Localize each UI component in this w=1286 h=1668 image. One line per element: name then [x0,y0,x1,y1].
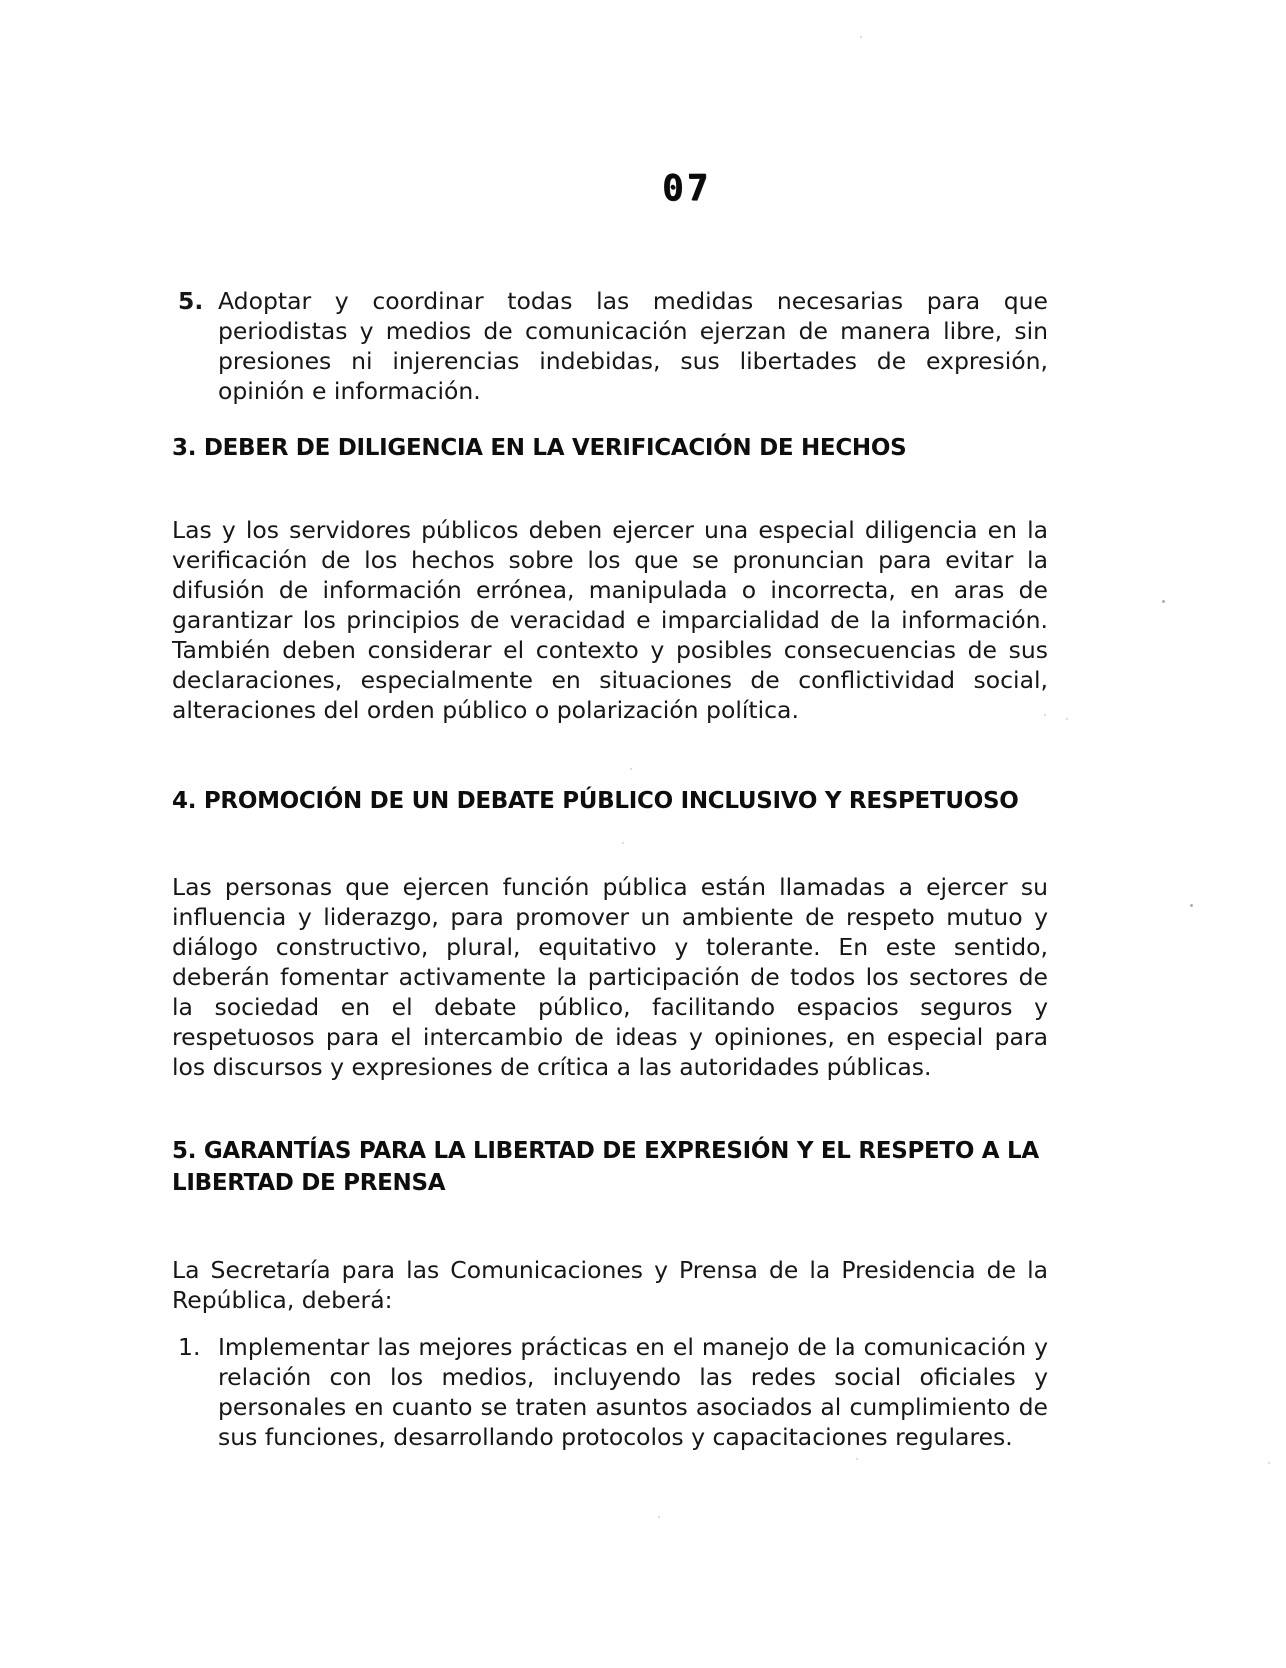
section-heading: 5. GARANTÍAS PARA LA LIBERTAD DE EXPRESIÓN Y EL RESPETO A LA LIBERTAD DE PRENSA [172,1138,1039,1196]
section-heading: 3. DEBER DE DILIGENCIA EN LA VERIFICACIÓN DE HECHOS [172,435,907,461]
list-item-text: Implementar las mejores prácticas en el manejo de la comunicación y relación con los medios, incluyendo las redes social oficiales y personales en cuanto se traten asuntos asociados al cumplimiento de sus funciones, desarrollando protocolos y capacitaciones regulares. [218,1333,1048,1451]
list-item [172,286,1048,406]
scan-speck [716,452,718,454]
scan-speck [630,768,632,770]
scan-speck [860,36,862,38]
scan-speck [1162,600,1165,603]
list-item-marker: 5. [178,287,204,315]
scan-speck [1066,718,1068,720]
scan-speck [622,842,624,844]
scan-speck [1268,1462,1270,1464]
paragraph: Las personas que ejercen función pública están llamadas a ejercer su influencia y liderazgo, para promover un ambiente de respeto mutuo y diálogo constructivo, plural, equitativo y tolerante. En este sentido, deberán fomentar activamente la participación de todos los sectores de la sociedad en el debate público, facilitando espacios seguros y respetuosos para el intercambio de ideas y opiniones, en especial para los discursos y expresiones de crítica a las autoridades públicas. [172,873,1048,1081]
paragraph: Las y los servidores públicos deben ejercer una especial diligencia en la verificación de los hechos sobre los que se pronuncian para evitar la difusión de información errónea, manipulada o incorrecta, en aras de garantizar los principios de veracidad e imparcialidad de la información. También deben considerar el contexto y posibles consecuencias de sus declaraciones, especialmente en situaciones de conflictividad social, alteraciones del orden público o polarización política. [172,516,1048,724]
section-heading: 4. PROMOCIÓN DE UN DEBATE PÚBLICO INCLUSIVO Y RESPETUOSO [172,788,1019,814]
scan-speck [1044,714,1046,716]
list-item [172,1332,1048,1452]
scan-speck [658,1516,660,1518]
scan-speck [1190,904,1193,907]
list-item-marker: 1. [178,1333,201,1361]
scan-speck [856,1458,858,1460]
paragraph: La Secretaría para las Comunicaciones y Prensa de la Presidencia de la República, deberá: [172,1256,1048,1314]
page-number: 07 [661,167,712,210]
list-item-text: Adoptar y coordinar todas las medidas necesarias para que periodistas y medios de comunicación ejerzan de manera libre, sin presiones ni injerencias indebidas, sus libertades de expresión, opinión e información. [218,287,1048,405]
scan-speck [955,372,957,374]
